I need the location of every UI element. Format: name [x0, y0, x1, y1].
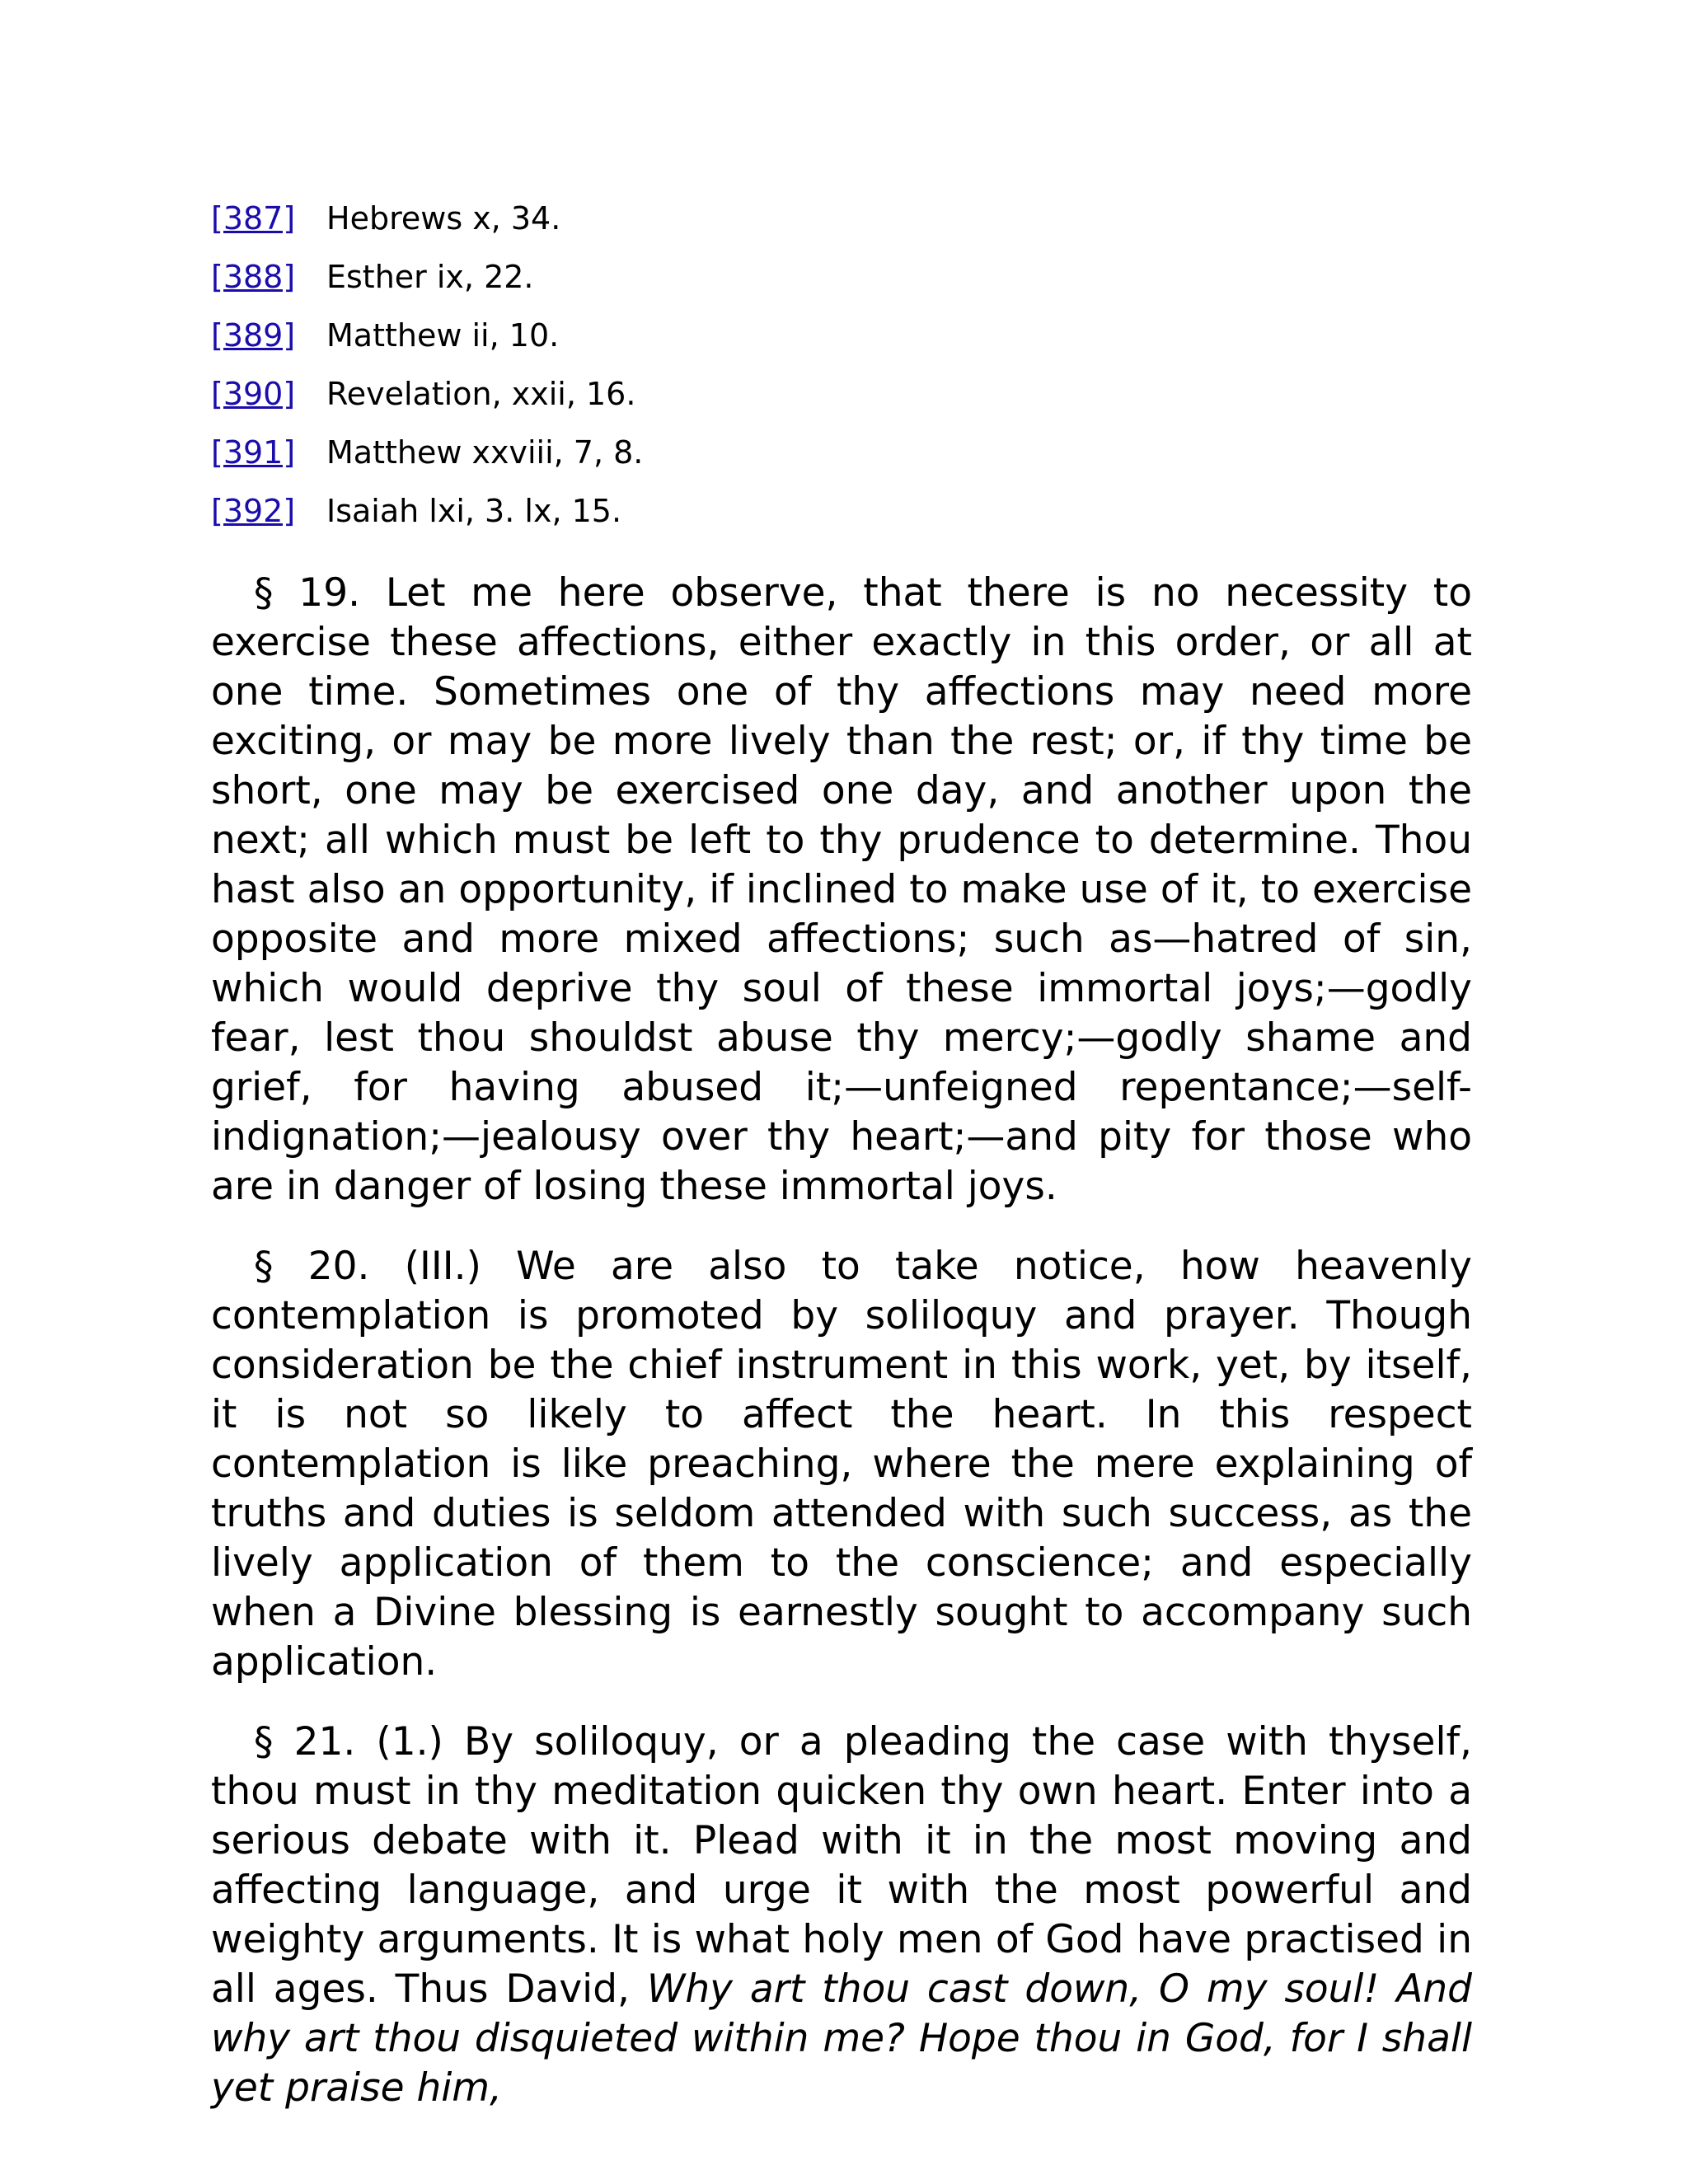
footnote-link[interactable]: [388]: [211, 259, 296, 295]
page-content: [211, 198, 1472, 2144]
footnote-item: [211, 432, 1472, 490]
paragraph-text: § 21. (1.) By soliloquy, or a pleading the case with thyself, thou must in thy meditation quicken thy own heart. Enter into a serious debate with it. Plead with it in the most moving and affecting language, and urge it with the most powerful and weighty arguments. It is what holy men of God have practised in all ages. Thus David,: [211, 1719, 1472, 2012]
footnote-text: Isaiah lxi, 3. lx, 15.: [326, 493, 622, 529]
footnote-text: Matthew ii, 10.: [326, 317, 560, 354]
footnote-item: [211, 373, 1472, 432]
footnote-item: [211, 490, 1472, 549]
scripture-quote: Why art thou cast down, O my soul! And why art thou disquieted within me? Hope thou in God, for I shall yet praise him,: [211, 1966, 1472, 2111]
footnote-text: Esther ix, 22.: [326, 259, 534, 295]
footnote-link[interactable]: [389]: [211, 317, 296, 354]
footnote-link[interactable]: [392]: [211, 493, 296, 529]
footnote-text: Hebrews x, 34.: [326, 200, 561, 237]
paragraph-section-20: § 20. (III.) We are also to take notice, how heavenly contemplation is promoted by soliloquy and prayer. Though consideration be the chief instrument in this work, yet, by itself, it is not so likely to affect the heart. In this respect contemplation is like preaching, where the mere explaining of truths and duties is seldom attended with such success, as the lively application of them to the conscience; and especially when a Divine blessing is earnestly sought to accompany such application.: [211, 1244, 1472, 1685]
footnote-item: [211, 315, 1472, 373]
footnote-list: [211, 198, 1472, 549]
footnote-link[interactable]: [387]: [211, 200, 296, 237]
footnote-text: Revelation, xxii, 16.: [326, 376, 636, 412]
paragraph-section-19: § 19. Let me here observe, that there is no necessity to exercise these affections, either exactly in this order, or all at one time. Sometimes one of thy affections may need more exciting, or may be more lively than the rest; or, if thy time be short, one may be exercised one day, and another upon the next; all which must be left to thy prudence to determine. Thou hast also an opportunity, if inclined to make use of it, to exercise opposite and more mixed affections; such as—hatred of sin, which would deprive thy soul of these immortal joys;—godly fear, lest thou shouldst abuse thy mercy;—godly shame and grief, for having abused it;—unfeigned repentance;—self-indignation;—jealousy over thy heart;—and pity for those who are in danger of losing these immortal joys.: [211, 570, 1472, 1209]
footnote-link[interactable]: [391]: [211, 434, 296, 471]
footnote-item: [211, 256, 1472, 315]
footnote-text: Matthew xxviii, 7, 8.: [326, 434, 644, 471]
footnote-item: [211, 198, 1472, 256]
paragraph-section-21: [211, 1718, 1472, 2113]
footnote-link[interactable]: [390]: [211, 376, 296, 412]
